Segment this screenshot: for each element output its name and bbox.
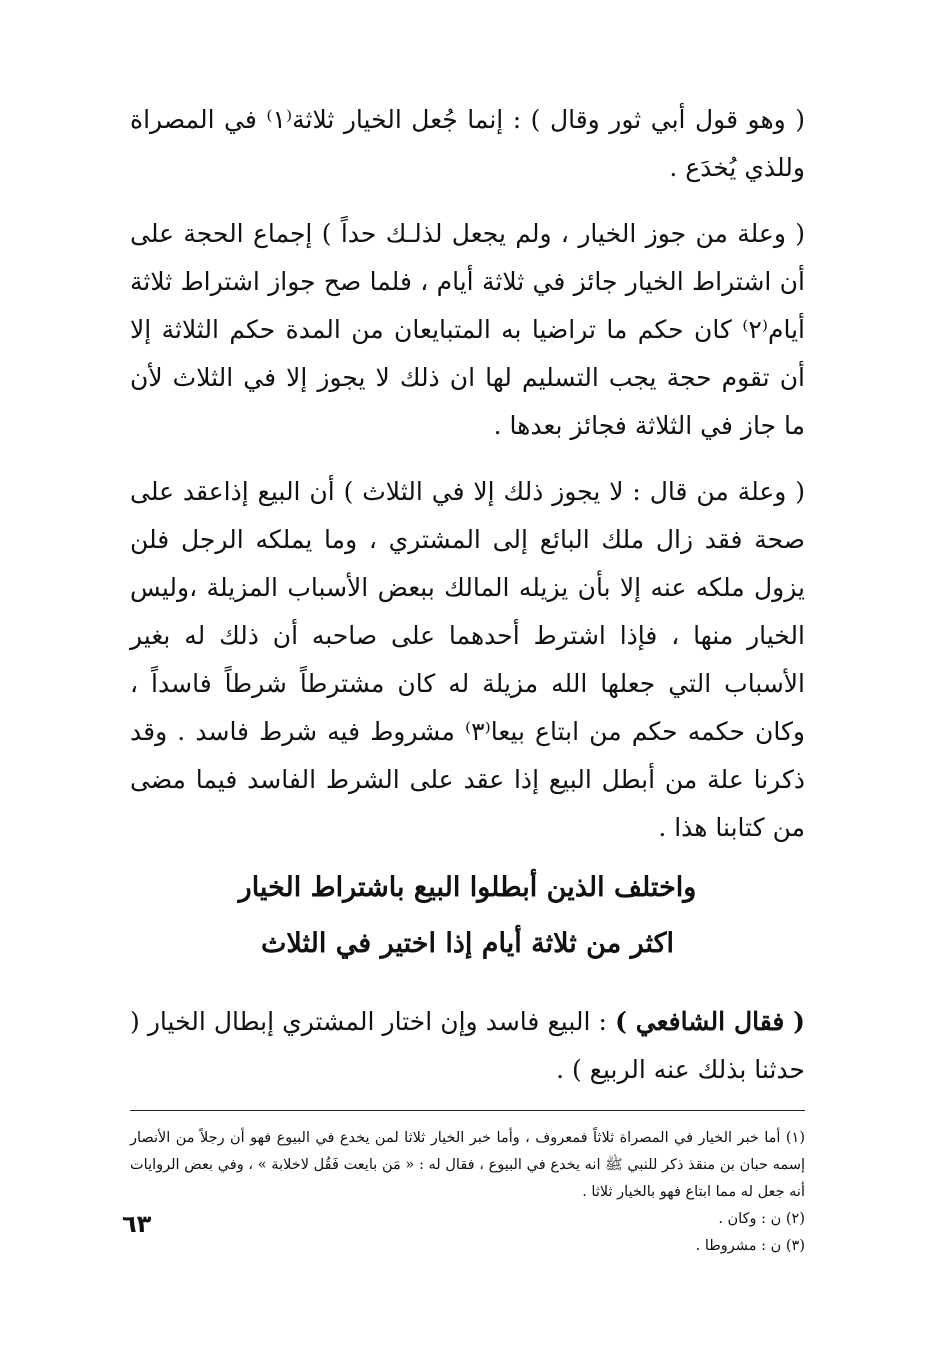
paragraph-4-bold: ( فقال الشافعي ) [615,1007,806,1036]
page-number: ٦٣ [122,1210,152,1238]
page-body [130,96,805,1260]
heading-line-2: اكثر من ثلاثة أيام إذا اختير في الثلاث [260,928,674,959]
heading-line-1: واختلف الذين أبطلوا البيع باشتراط الخيار [238,872,697,903]
section-heading [130,860,805,972]
footnote-divider [130,1110,805,1111]
paragraph-4-text: : البيع فاسد وإن اختار المشتري إبطال الخيار ( حدثنا بذلك عنه الربيع ) . [130,1007,805,1084]
paragraph-4 [130,998,805,1094]
paragraph-1: ( وهو قول أبي ثور وقال ) : إنما جُعل الخيار ثلاثة⁽١⁾ في المصراة وللذي يُخدَع . [130,105,805,182]
paragraph-3: ( وعلة من قال : لا يجوز ذلك إلا في الثلاث ) أن البيع إذاعقد على صحة فقد زال ملك البائع إلى المشتري ، وما يملكه الرجل فلن يزول ملكه عنه إلا بأن يزيله المالك ببعض الأسباب المزيلة ،وليس الخيار منها ، فإذا اشترط أحدهما على صاحبه أن ذلك له بغير الأسباب التي جعلها الله مزيلة له كان مشترطاً شرطاً فاسداً ، وكان حكمه حكم من ابتاع بيعا⁽٣⁾ مشروط فيه شرط فاسد . وقد ذكرنا علة من أبطل البيع إذا عقد على الشرط الفاسد فيما مضى من كتابنا هذا . [130,477,805,842]
paragraph-2: ( وعلة من جوز الخيار ، ولم يجعل لذلـك حداً ) إجماع الحجة على أن اشتراط الخيار جائز في ثلاثة أيام ، فلما صح جواز اشتراط ثلاثة أيام⁽٢⁾ كان حكم ما تراضيا به المتبايعان من المدة حكم الثلاثة إلا أن تقوم حجة يجب التسليم لها ان ذلك لا يجوز إلا في الثلاث لأن ما جاز في الثلاثة فجائز بعدها . [130,219,805,440]
footnote-1: (١) أما خبر الخيار في المصراة ثلاثاً فمعروف ، وأما خبر الخيار ثلاثا لمن يخدع في البيوع فهو أن رجلاً من الأنصار إسمه حبان بن منقذ ذكر للنبي ﷺ انه يخدع في البيوع ، فقال له : « مَن بايعت فَقُل لاخلابة » ، وفي بعض الروايات أنه جعل له مما ابتاع فهو بالخيار ثلاثا . [130,1130,805,1200]
footnote-2: (٢) ن : وكان . [718,1211,805,1227]
footnotes [130,1125,805,1260]
footnote-3: (٣) ن : مشروطا . [695,1238,805,1254]
